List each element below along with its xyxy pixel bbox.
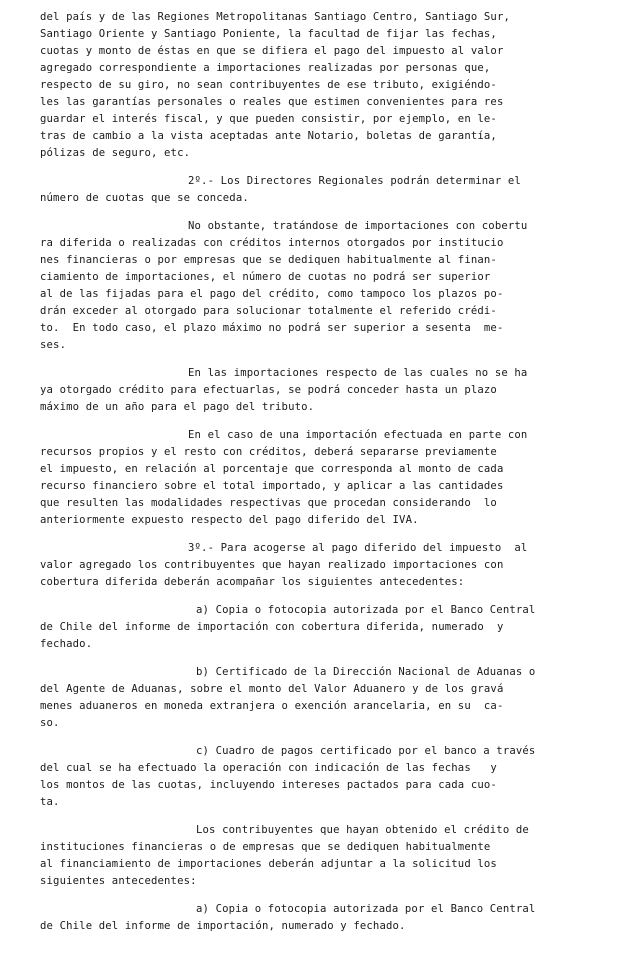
text-line: al de las fijadas para el pago del crédito, como tampoco los plazos po- <box>40 288 504 300</box>
text-line: cuotas y monto de éstas en que se difiera el pago del impuesto al valor <box>40 45 504 57</box>
text-line: En el caso de una importación efectuada en parte con <box>188 429 528 441</box>
text-line: pólizas de seguro, etc. <box>40 147 191 159</box>
text-line: to. En todo caso, el plazo máximo no podrá ser superior a sesenta me- <box>40 322 504 334</box>
text-line: cobertura diferida deberán acompañar los siguientes antecedentes: <box>40 576 465 588</box>
text-line: número de cuotas que se conceda. <box>40 192 249 204</box>
text-line: ses. <box>40 339 67 351</box>
text-line: b) Certificado de la Dirección Nacional de Aduanas o <box>196 666 536 678</box>
text-line: que resulten las modalidades respectivas que procedan considerando lo <box>40 497 497 509</box>
text-line: so. <box>40 717 60 729</box>
text-line: del cual se ha efectuado la operación con indicación de las fechas y <box>40 762 497 774</box>
text-line: recurso financiero sobre el total importado, y aplicar a las cantidades <box>40 480 504 492</box>
text-line: recursos propios y el resto con créditos, deberá separarse previamente <box>40 446 497 458</box>
text-line: valor agregado los contribuyentes que hayan realizado importaciones con <box>40 559 504 571</box>
text-line: los montos de las cuotas, incluyendo intereses pactados para cada cuo- <box>40 779 497 791</box>
text-line: menes aduaneros en moneda extranjera o exención arancelaria, en su ca- <box>40 700 504 712</box>
text-line: máximo de un año para el pago del tributo. <box>40 401 315 413</box>
text-line: de Chile del informe de importación, numerado y fechado. <box>40 920 406 932</box>
text-line: ta. <box>40 796 60 808</box>
text-line: del país y de las Regiones Metropolitanas Santiago Centro, Santiago Sur, <box>40 11 511 23</box>
text-line: siguientes antecedentes: <box>40 875 197 887</box>
text-line: les las garantías personales o reales que estimen convenientes para res <box>40 96 504 108</box>
text-line: En las importaciones respecto de las cuales no se ha <box>188 367 528 379</box>
text-line: c) Cuadro de pagos certificado por el banco a través <box>196 745 536 757</box>
text-line: drán exceder al otorgado para solucionar totalmente el referido crédi- <box>40 305 497 317</box>
text-line: de Chile del informe de importación con cobertura diferida, numerado y <box>40 621 504 633</box>
text-line: Santiago Oriente y Santiago Poniente, la facultad de fijar las fechas, <box>40 28 497 40</box>
text-line: tras de cambio a la vista aceptadas ante Notario, boletas de garantía, <box>40 130 497 142</box>
text-line: nes financieras o por empresas que se dediquen habitualmente al finan- <box>40 254 497 266</box>
text-line: a) Copia o fotocopia autorizada por el Banco Central <box>196 604 536 616</box>
text-line: del Agente de Aduanas, sobre el monto del Valor Aduanero y de los gravá <box>40 683 504 695</box>
text-line: 2º.- Los Directores Regionales podrán determinar el <box>188 175 521 187</box>
text-line: al financiamiento de importaciones deberán adjuntar a la solicitud los <box>40 858 497 870</box>
text-line: el impuesto, en relación al porcentaje que corresponda al monto de cada <box>40 463 504 475</box>
text-line: ciamiento de importaciones, el número de cuotas no podrá ser superior <box>40 271 491 283</box>
text-line: fechado. <box>40 638 93 650</box>
text-line: guardar el interés fiscal, y que pueden consistir, por ejemplo, en le- <box>40 113 497 125</box>
text-line: No obstante, tratándose de importaciones con cobertu <box>188 220 528 232</box>
text-line: 3º.- Para acogerse al pago diferido del impuesto al <box>188 542 528 554</box>
text-line: Los contribuyentes que hayan obtenido el crédito de <box>196 824 529 836</box>
text-line: respecto de su giro, no sean contribuyentes de ese tributo, exigiéndo- <box>40 79 497 91</box>
text-line: ya otorgado crédito para efectuarlas, se podrá conceder hasta un plazo <box>40 384 497 396</box>
text-line: anteriormente expuesto respecto del pago diferido del IVA. <box>40 514 419 526</box>
text-line: ra diferida o realizadas con créditos internos otorgados por institucio <box>40 237 504 249</box>
text-line: a) Copia o fotocopia autorizada por el Banco Central <box>196 903 536 915</box>
text-line: agregado correspondiente a importaciones realizadas por personas que, <box>40 62 491 74</box>
text-line: instituciones financieras o de empresas que se dediquen habitualmente <box>40 841 491 853</box>
